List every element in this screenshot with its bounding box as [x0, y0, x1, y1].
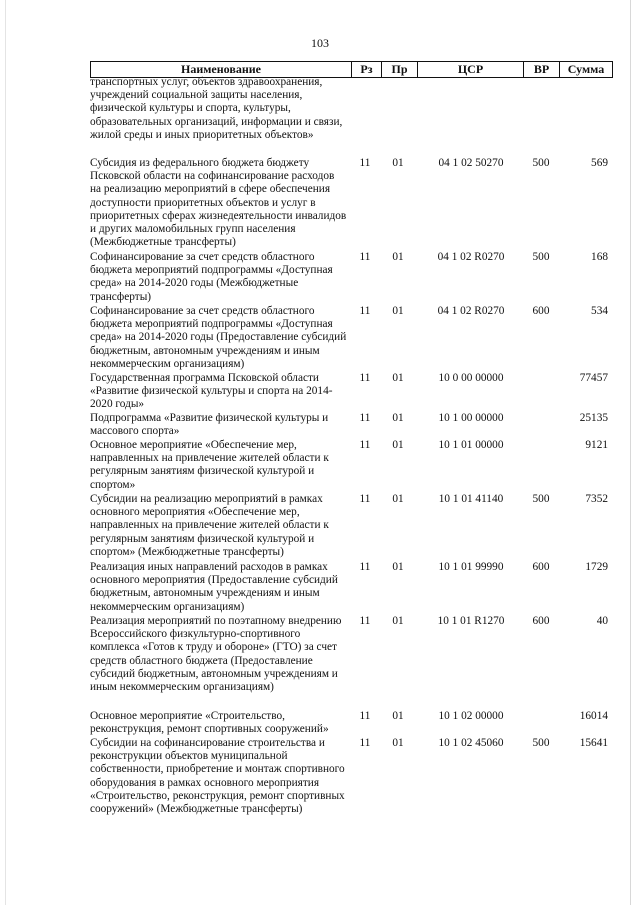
row-name: Реализация мероприятий по поэтапному внедрению Всероссийского физкультурно-спортивного комплекса «Готов к труду и обороне» (ГТО) за счет средств областного бюджета (Предоставление субсидий бюджетным, автономным учреждениям и иным некоммерческим организациям) [90, 615, 342, 694]
row-csr: 10 1 01 41140 [438, 493, 504, 505]
row-sum: 15641 [579, 737, 608, 749]
row-sum: 9121 [585, 439, 608, 451]
row-rz: 11 [359, 372, 371, 384]
row-csr: 10 1 02 00000 [438, 710, 504, 722]
row-pr: 01 [392, 251, 404, 263]
row-sum: 7352 [585, 493, 608, 505]
row-pr: 01 [392, 710, 404, 722]
row-rz: 11 [359, 251, 371, 263]
page-number: 103 [311, 36, 329, 50]
row-pr: 01 [392, 412, 404, 424]
row-sum: 77457 [579, 372, 608, 384]
row-name: Субсидии на софинансирование строительства и реконструкции объектов муниципальной собственности, приобретение и монтаж спортивного оборудования в рамках основного мероприятия «Строительство, реконструкция, ремонт спортивных сооружений» (Межбюджетные трансферты) [90, 737, 345, 816]
row-name: Софинансирование за счет средств областного бюджета мероприятий подпрограммы «Доступная среда» на 2014-2020 годы (Межбюджетные трансферты) [90, 251, 333, 303]
row-csr: 10 1 00 00000 [438, 412, 504, 424]
row-vr: 600 [532, 305, 550, 317]
row-pr: 01 [392, 561, 404, 573]
row-name: Подпрограмма «Развитие физической культуры и массового спорта» [90, 412, 329, 438]
row-name: Государственная программа Псковской области «Развитие физической культуры и спорта на 2014-2020 годы» [90, 372, 333, 411]
row-sum: 40 [596, 615, 608, 627]
row-rz: 11 [359, 737, 371, 749]
row-name: Субсидии на реализацию мероприятий в рамках основного мероприятия «Обеспечение мер, направленных на привлечение жителей области к регулярным занятиям физической культурой и спортом» (Межбюджетные трансферты) [90, 493, 329, 558]
header-pr: Пр [382, 62, 418, 77]
row-pr: 01 [392, 439, 404, 451]
row-csr: 04 1 02 R0270 [437, 251, 505, 263]
row-vr: 500 [532, 493, 550, 505]
row-csr: 10 1 02 45060 [438, 737, 504, 749]
row-sum: 16014 [579, 710, 608, 722]
row-csr: 04 1 02 50270 [438, 157, 504, 169]
row-rz: 11 [359, 439, 371, 451]
row-pr: 01 [392, 493, 404, 505]
header-rz: Рз [352, 62, 382, 77]
row-rz: 11 [359, 615, 371, 627]
row-pr: 01 [392, 737, 404, 749]
row-vr: 500 [532, 737, 550, 749]
row-name: Основное мероприятие «Строительство, реконструкция, ремонт спортивных сооружений» [90, 710, 329, 736]
row-pr: 01 [392, 157, 404, 169]
row-csr: 10 1 01 00000 [438, 439, 504, 451]
row-name: транспортных услуг, объектов здравоохранения, учреждений социальной защиты населения, физической культуры и спорта, культуры, образовательных организаций, информации и связи, жилой среды и иных приоритетных объектов» [90, 76, 343, 141]
header-vr: ВР [524, 62, 560, 77]
row-name: Реализация иных направлений расходов в рамках основного мероприятия (Предоставление субсидий бюджетным, автономным учреждениям и иным некоммерческим организациям) [90, 561, 338, 613]
row-sum: 1729 [585, 561, 608, 573]
row-rz: 11 [359, 710, 371, 722]
row-name: Основное мероприятие «Обеспечение мер, направленных на привлечение жителей области к регулярным занятиям физической культурой и спортом» [90, 439, 329, 491]
header-csr: ЦСР [418, 62, 524, 77]
row-csr: 10 1 01 99990 [438, 561, 504, 573]
header-name: Наименование [90, 62, 352, 77]
row-vr: 600 [532, 561, 550, 573]
row-csr: 04 1 02 R0270 [437, 305, 505, 317]
row-rz: 11 [359, 157, 371, 169]
row-rz: 11 [359, 305, 371, 317]
header-sum: Сумма [560, 62, 613, 77]
row-sum: 534 [591, 305, 608, 317]
row-vr: 500 [532, 251, 550, 263]
scan-left-edge [5, 0, 6, 905]
row-rz: 11 [359, 493, 371, 505]
row-sum: 168 [591, 251, 608, 263]
row-sum: 25135 [579, 412, 608, 424]
row-csr: 10 1 01 R1270 [437, 615, 505, 627]
row-name: Субсидия из федерального бюджета бюджету Псковской области на софинансирование расходов на реализацию мероприятий в сфере обеспечения доступности приоритетных объектов и услуг в приоритетных сферах жизнедеятельности инвалидов и других маломобильных групп населения (Межбюджетные трансферты) [90, 157, 347, 249]
row-vr: 600 [532, 615, 550, 627]
row-sum: 569 [591, 157, 608, 169]
row-pr: 01 [392, 305, 404, 317]
row-csr: 10 0 00 00000 [438, 372, 504, 384]
row-vr: 500 [532, 157, 550, 169]
row-rz: 11 [359, 412, 371, 424]
row-pr: 01 [392, 372, 404, 384]
row-rz: 11 [359, 561, 371, 573]
row-pr: 01 [392, 615, 404, 627]
scan-right-edge [630, 0, 631, 905]
row-name: Софинансирование за счет средств областного бюджета мероприятий подпрограммы «Доступная среда» на 2014-2020 годы (Предоставление субсидий бюджетным, автономным учреждениям и иным некоммерческим организациям) [90, 305, 347, 370]
